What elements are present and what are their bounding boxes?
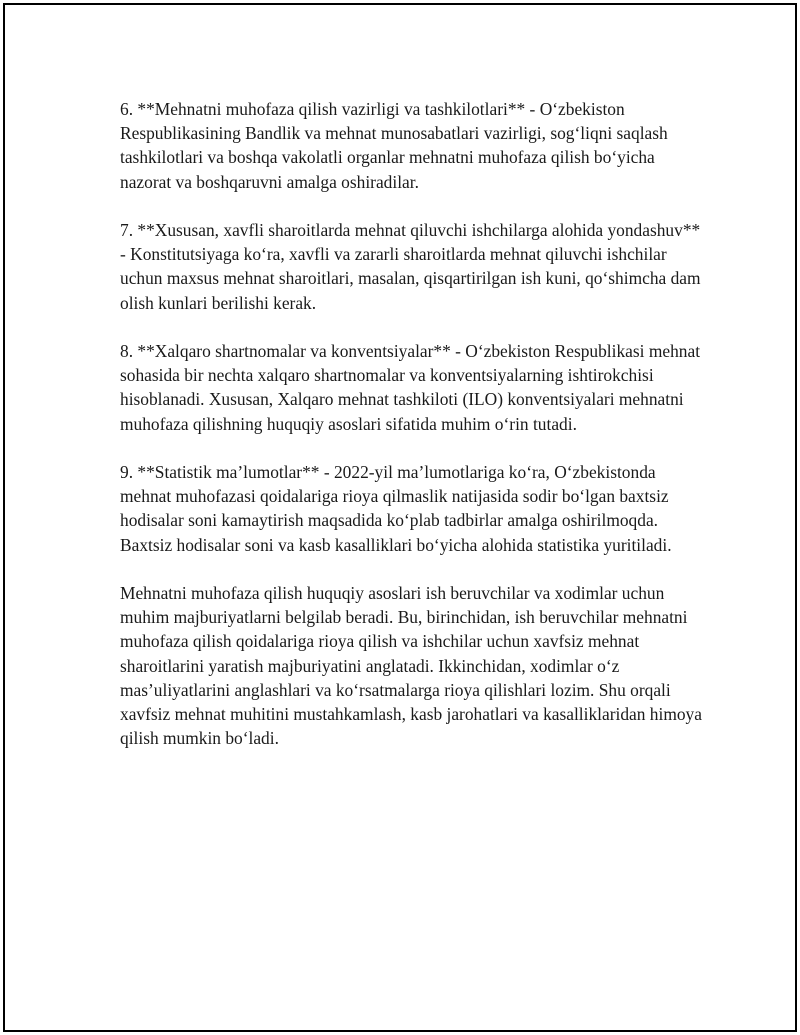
- paragraph-conclusion: Mehnatni muhofaza qilish huquqiy asoslari ish beruvchilar va xodimlar uchun muhim majburiyatlarni belgilab beradi. Bu, birinchidan, ish beruvchilar mehnatni muhofaza qilish qoidalariga rioya qilish va ishchilar uchun xavfsiz mehnat sharoitlarini yaratish majburiyatini anglatadi. Ikkinchidan, xodimlar o‘z mas’uliyatlarini anglashlari va ko‘rsatmalarga rioya qilishlari lozim. Shu orqali xavfsiz mehnat muhitini mustahkamlash, kasb jarohatlari va kasalliklaridan himoya qilish mumkin bo‘ladi.: [120, 583, 702, 749]
- paragraph-item-6: 6. **Mehnatni muhofaza qilish vazirligi va tashkilotlari** - O‘zbekiston Respublikasining Bandlik va mehnat munosabatlari vazirligi, sog‘liqni saqlash tashkilotlari va boshqa vakolatli organlar mehnatni muhofaza qilish bo‘yicha nazorat va boshqaruvni amalga oshiradilar.: [120, 99, 668, 192]
- document-body: [120, 97, 705, 775]
- paragraph-item-9: 9. **Statistik ma’lumotlar** - 2022-yil ma’lumotlariga ko‘ra, O‘zbekistonda mehnat muhofazasi qoidalariga rioya qilmaslik natijasida sodir bo‘lgan baxtsiz hodisalar soni kamaytirish maqsadida ko‘plab tadbirlar amalga oshirilmoqda. Baxtsiz hodisalar soni va kasb kasalliklari bo‘yicha alohida statistika yuritiladi.: [120, 462, 672, 555]
- document-page: [3, 3, 797, 1032]
- paragraph-item-7: 7. **Xususan, xavfli sharoitlarda mehnat qiluvchi ishchilarga alohida yondashuv** - Konstitutsiyaga ko‘ra, xavfli va zararli sharoitlarda mehnat qiluvchi ishchilar uchun maxsus mehnat sharoitlari, masalan, qisqartirilgan ish kuni, qo‘shimcha dam olish kunlari berilishi kerak.: [120, 220, 701, 313]
- paragraph-item-8: 8. **Xalqaro shartnomalar va konventsiyalar** - O‘zbekiston Respublikasi mehnat sohasida bir nechta xalqaro shartnomalar va konventsiyalarning ishtirokchisi hisoblanadi. Xususan, Xalqaro mehnat tashkiloti (ILO) konventsiyalari mehnatni muhofaza qilishning huquqiy asoslari sifatida muhim o‘rin tutadi.: [120, 341, 701, 434]
